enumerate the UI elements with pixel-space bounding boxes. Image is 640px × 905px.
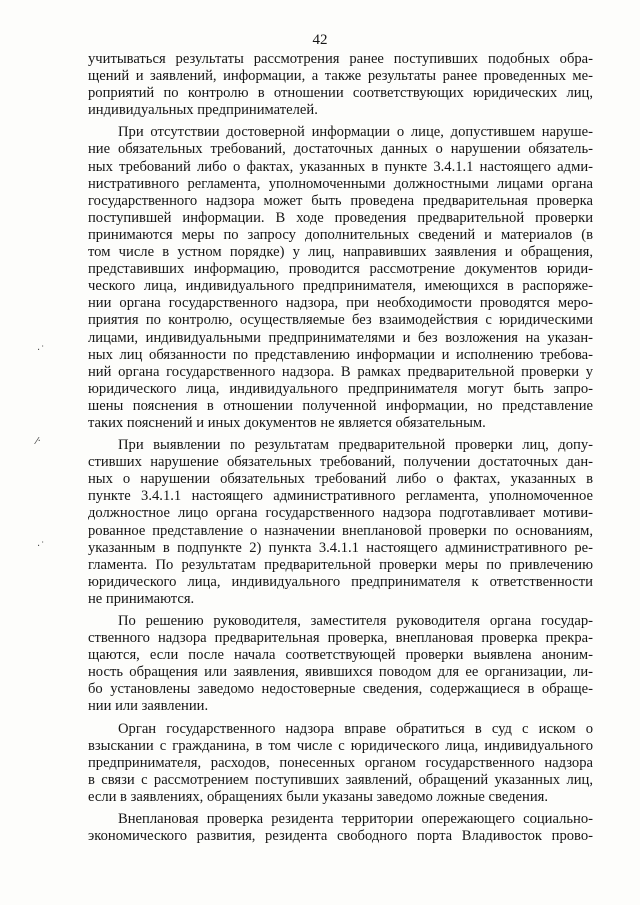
text-line: рованное представление о назначении внеплановой проверки по основаниям, xyxy=(88,522,593,539)
text-line: юридического лица, индивидуального предпринимателя к ответственности xyxy=(88,573,593,590)
text-line: бо установлены заведомо недостоверные сведения, содержащиеся в обраще- xyxy=(88,681,593,698)
text-line: приятия по контролю, осуществляемые без взаимодействия с юридическими xyxy=(88,312,593,329)
text-line: щаются, если после начала соответствующей проверки выявлена аноним- xyxy=(88,647,593,664)
paragraph xyxy=(88,437,593,608)
scan-artifact: ⁄· xyxy=(36,436,41,447)
text-line: принимаются меры по запросу дополнительных сведений и материалов (в xyxy=(88,226,593,243)
text-line: ных лиц обязанности по представлению информации и исполнению требова- xyxy=(88,346,593,363)
text-line: учитываться результаты рассмотрения ранее поступивших подобных обра- xyxy=(88,51,593,67)
paragraph xyxy=(88,124,593,432)
text-line: не принимаются. xyxy=(88,590,195,607)
paragraph xyxy=(88,613,593,716)
text-line: пункте 3.4.1.1 настоящего административного регламента, уполномоченное xyxy=(88,488,593,505)
text-line: Орган государственного надзора вправе обратиться в суд с иском о xyxy=(118,720,593,737)
text-line: шены пояснения в отношении полученной информации, но представление xyxy=(88,397,593,414)
text-line: ственного надзора предварительная проверка, внеплановая проверка прекра- xyxy=(88,630,593,647)
paragraph xyxy=(88,51,593,119)
text-line: взыскании с гражданина, в том числе с юридического лица, индивидуального xyxy=(88,737,593,754)
paragraph xyxy=(88,721,593,806)
paragraph xyxy=(88,811,593,845)
text-line: в связи с рассмотрением поступивших заявлений, обращений указанных лиц, xyxy=(88,771,593,788)
text-line: щений и заявлений, информации, а также результаты ранее проведенных ме- xyxy=(88,68,593,85)
scan-artifact: ·˙ xyxy=(37,541,46,552)
text-line: По решению руководителя, заместителя руководителя органа государ- xyxy=(118,613,593,629)
text-line: ных требований либо о фактах, указанных в пункте 3.4.1.1 настоящего адми- xyxy=(88,158,593,175)
text-line: указанным в подпункте 2) пункта 3.4.1.1 настоящего административного ре- xyxy=(88,539,593,556)
text-line: роприятий по контролю в отношении соответствующих юридических лиц, xyxy=(88,85,593,102)
text-line: таких пояснений и иных документов не является обязательным. xyxy=(88,414,486,431)
text-line: ние обязательных требований, достаточных данных о нарушении обязатель- xyxy=(88,141,593,158)
text-line: нистративного регламента, уполномоченными должностными лицами органа xyxy=(88,175,593,192)
document-body xyxy=(88,51,593,845)
text-line: нии органа государственного надзора, при необходимости проводятся меро- xyxy=(88,295,593,312)
text-line: Внеплановая проверка резидента территории опережающего социально- xyxy=(118,811,593,828)
text-line: ний органа государственного надзора. В рамках предварительной проверки у xyxy=(88,363,593,380)
text-line: При отсутствии достоверной информации о лице, допустившем наруше- xyxy=(118,124,593,141)
text-line: том числе в устном порядке) у лиц, направивших заявления и обращения, xyxy=(88,244,593,261)
text-line: стивших нарушение обязательных требований, получении достаточных дан- xyxy=(88,454,593,471)
text-line: должностное лицо органа государственного надзора подготавливает мотиви- xyxy=(88,505,593,522)
text-line: если в заявлениях, обращениях были указаны заведомо ложные сведения. xyxy=(88,788,548,805)
text-line: представивших информацию, проводится рассмотрение документов юриди- xyxy=(88,261,593,278)
text-line: ческого лица, индивидуального предпринимателя, имеющихся в распоряже- xyxy=(88,278,593,295)
text-line: лицами, индивидуальными предпринимателями и без возложения на указан- xyxy=(88,329,593,346)
text-line: индивидуальных предпринимателей. xyxy=(88,102,318,119)
text-line: поступившей информации. В ходе проведения предварительной проверки xyxy=(88,209,593,226)
text-line: ных о нарушении обязательных требований либо о фактах, указанных в xyxy=(88,471,593,488)
text-line: экономического развития, резидента свободного порта Владивосток прово- xyxy=(88,828,593,845)
text-line: нии или заявлении. xyxy=(88,698,209,715)
page-number: 42 xyxy=(312,32,328,48)
text-line: ность обращения или заявления, явившихся поводом для ее организации, ли- xyxy=(88,664,593,681)
scan-artifact: ·˙ xyxy=(37,345,46,356)
text-line: государственного надзора может быть проведена предварительная проверка xyxy=(88,192,593,209)
text-line: При выявлении по результатам предварительной проверки лиц, допу- xyxy=(118,437,593,454)
text-line: гламента. По результатам предварительной проверки меры по привлечению xyxy=(88,556,593,573)
text-line: юридического лица, индивидуального предпринимателя могут быть запро- xyxy=(88,380,593,397)
text-line: предпринимателя, расходов, понесенных органом государственного надзора xyxy=(88,754,593,771)
